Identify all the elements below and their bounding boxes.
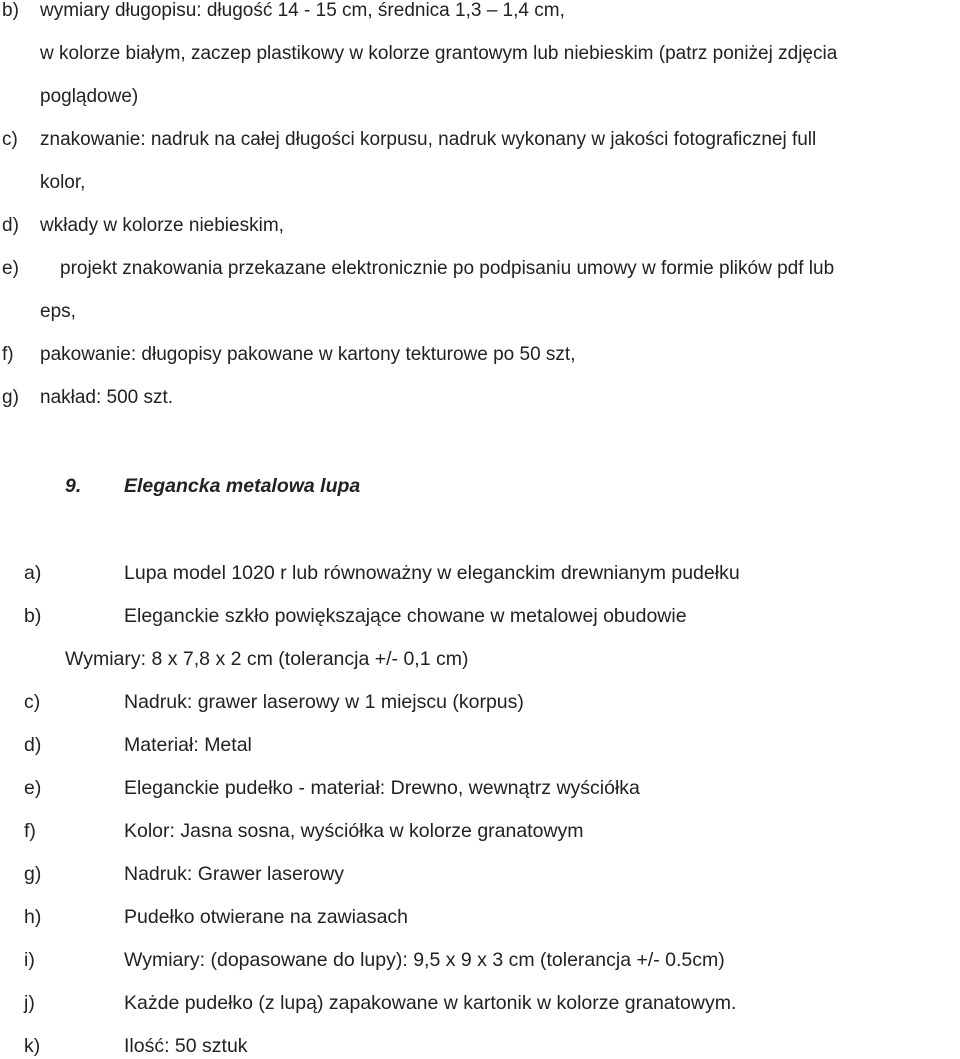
item-label: e)	[2, 258, 19, 279]
item-text: Eleganckie szkło powiększające chowane w metalowej obudowie	[124, 605, 687, 627]
item-label: d)	[2, 215, 19, 236]
item-text: kolor,	[40, 172, 86, 193]
item-text: w kolorze białym, zaczep plastikowy w kolorze grantowym lub niebieskim (patrz poniżej zdjęcia	[40, 43, 838, 64]
section-title: Elegancka metalowa lupa	[124, 475, 361, 497]
item-text: Wymiary: (dopasowane do lupy): 9,5 x 9 x 3 cm (tolerancja +/- 0.5cm)	[124, 949, 725, 971]
item-text: Pudełko otwierane na zawiasach	[124, 906, 409, 928]
item-label: g)	[24, 863, 42, 885]
item-label: b)	[2, 0, 19, 21]
item-label: i)	[24, 949, 35, 971]
item-text: wkłady w kolorze niebieskim,	[40, 215, 284, 236]
item-text: Materiał: Metal	[124, 734, 252, 756]
item-text: eps,	[40, 301, 76, 322]
item-label: d)	[24, 734, 42, 756]
item-text: Każde pudełko (z lupą) zapakowane w kartonik w kolorze granatowym.	[124, 992, 737, 1014]
item-label: c)	[2, 129, 18, 150]
item-label: b)	[24, 605, 42, 627]
item-label: j)	[24, 992, 35, 1014]
item-text: Ilość: 50 sztuk	[124, 1035, 248, 1057]
item-label: c)	[24, 691, 41, 713]
item-label: f)	[24, 820, 36, 842]
item-text: poglądowe)	[40, 86, 139, 107]
item-text: Nadruk: Grawer laserowy	[124, 863, 344, 885]
item-text: Wymiary: 8 x 7,8 x 2 cm (tolerancja +/- 0,1 cm)	[65, 648, 469, 670]
item-text: Eleganckie pudełko - materiał: Drewno, wewnątrz wyściółka	[124, 777, 640, 799]
item-label: a)	[24, 562, 42, 584]
item-label: e)	[24, 777, 42, 799]
item-text: nakład: 500 szt.	[40, 387, 174, 408]
item-text: wymiary długopisu: długość 14 - 15 cm, średnica 1,3 – 1,4 cm,	[40, 0, 565, 21]
section-number: 9.	[65, 475, 82, 497]
item-text: projekt znakowania przekazane elektronicznie po podpisaniu umowy w formie plików pdf lub	[60, 258, 835, 279]
item-label: k)	[24, 1035, 41, 1057]
item-label: g)	[2, 387, 19, 408]
item-text: Lupa model 1020 r lub równoważny w eleganckim drewnianym pudełku	[124, 562, 740, 584]
item-label: f)	[2, 344, 14, 365]
item-label: h)	[24, 906, 42, 928]
item-text: Kolor: Jasna sosna, wyściółka w kolorze granatowym	[124, 820, 584, 842]
item-text: pakowanie: długopisy pakowane w kartony tekturowe po 50 szt,	[40, 344, 576, 365]
item-text: Nadruk: grawer laserowy w 1 miejscu (korpus)	[124, 691, 524, 713]
item-text: znakowanie: nadruk na całej długości korpusu, nadruk wykonany w jakości fotograficznej full	[40, 129, 817, 150]
